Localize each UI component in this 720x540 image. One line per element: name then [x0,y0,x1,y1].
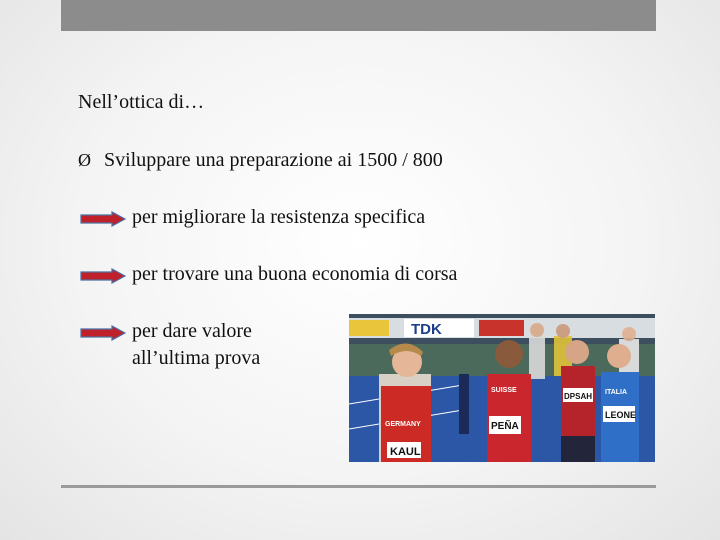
italia-shirt-text: ITALIA [605,389,628,396]
right-arrow-icon [80,325,126,341]
bullet-text: Sviluppare una preparazione ai 1500 / 800 [104,149,443,171]
subpoint-1: per migliorare la resistenza specifica [132,206,426,228]
bib-kaul: KAUL [390,446,421,458]
right-arrow-icon [80,268,126,284]
bib-dpsah: DPSAH [564,392,593,401]
germany-shirt-text: GERMANY [385,421,421,428]
slide-heading: Nell’ottica di… [78,91,205,113]
subpoint-3 [132,318,260,372]
right-arrow-icon [80,211,126,227]
banner-text: TDK [411,321,442,338]
runners-photo [349,314,655,462]
bottom-divider [61,485,656,488]
bullet-arrow-icon: Ø [78,150,91,170]
top-accent-bar [61,0,656,31]
subpoint-3-line1: per dare valore [132,320,252,342]
bib-pena: PEÑA [491,421,519,432]
subpoint-2: per trovare una buona economia di corsa [132,263,458,285]
suisse-shirt-text: SUISSE [491,387,517,394]
bib-leone: LEONE [605,410,637,420]
subpoint-3-line2: all’ultima prova [132,347,261,369]
